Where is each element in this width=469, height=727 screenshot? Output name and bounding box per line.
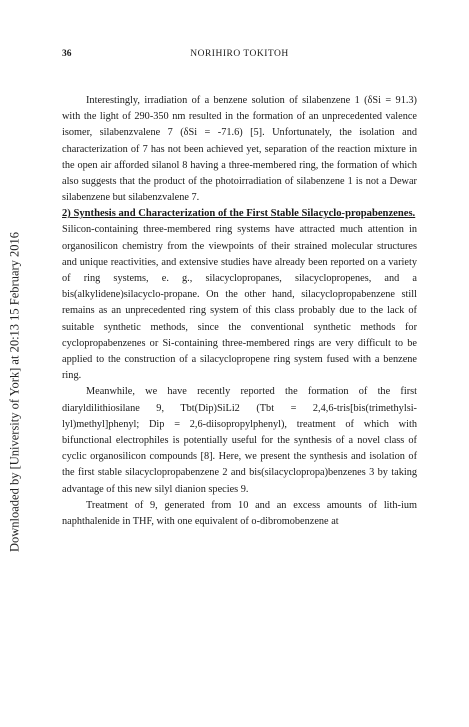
paragraph: Meanwhile, we have recently reported the formation of the first diaryldilithiosilane 9, Tbt(Dip)SiLi2 (Tbt = 2,4,6-tris[bis(trimethylsi-lyl)methyl]phenyl; Dip = 2,6-diisopropylphenyl), treatment of which with bifunctional electrophiles is potentially useful for the synthesis of a novel class of cyclic organosilicon compounds [8]. Here, we present the synthesis and isolation of the first stable silacyclopropabenzene 2 and bis(silacyclopropa)benzenes 3 by taking advantage of this new silyl dianion species 9. [62,386,417,495]
paragraph: Silicon-containing three-membered ring systems have attracted much attention in organosilicon chemistry from the viewpoints of their strained molecular structures and unique reactivities, and extensive studies have already been reported on a variety of ring systems, e. g., silacyclopropanes, silacyclopropenes, and a bis(alkylidene)silacyclo-propane. On the other hand, silacyclopropabenzene still remains as an unprecedented ring system of this class probably due to the lack of suitable synthetic methods, since the conventional synthetic methods for cyclopropabenzenes or Si-containing three-membered rings are very difficult to be applied to the construction of a silacyclopropene ring system fused with a benzene ring. [62,224,417,382]
page-header [62,49,417,63]
download-watermark [0,0,30,727]
page-number: 36 [62,49,72,59]
running-head: NORIHIRO TOKITOH [190,49,289,59]
paragraph: Treatment of 9, generated from 10 and an excess amounts of lith-ium naphthalenide in THF, with one equivalent of o-dibromobenzene at [62,499,417,528]
paragraph: Interestingly, irradiation of a benzene solution of silabenzene 1 (δSi = 91.3) with the light of 290-350 nm resulted in the formation of an unprecedented valence isomer, silabenzvalene 7 (δSi = -71.6) [5]. Unfortunately, the isolation and characterization of 7 has not been achieved yet, separation of the reaction mixture in the open air afforded silanol 8 having a three-membered ring, the formation of which also suggests that the product of the photoirradiation of silabenzene 1 is not a Dewar silabenzene but silabenzvalene 7. [62,95,417,204]
download-note: Downloaded by [University of York] at 20:13 15 February 2016 [7,231,22,553]
section-heading: 2) Synthesis and Characterization of the First Stable Silacyclo-propabenzenes. [62,208,416,220]
page-body [62,93,417,530]
